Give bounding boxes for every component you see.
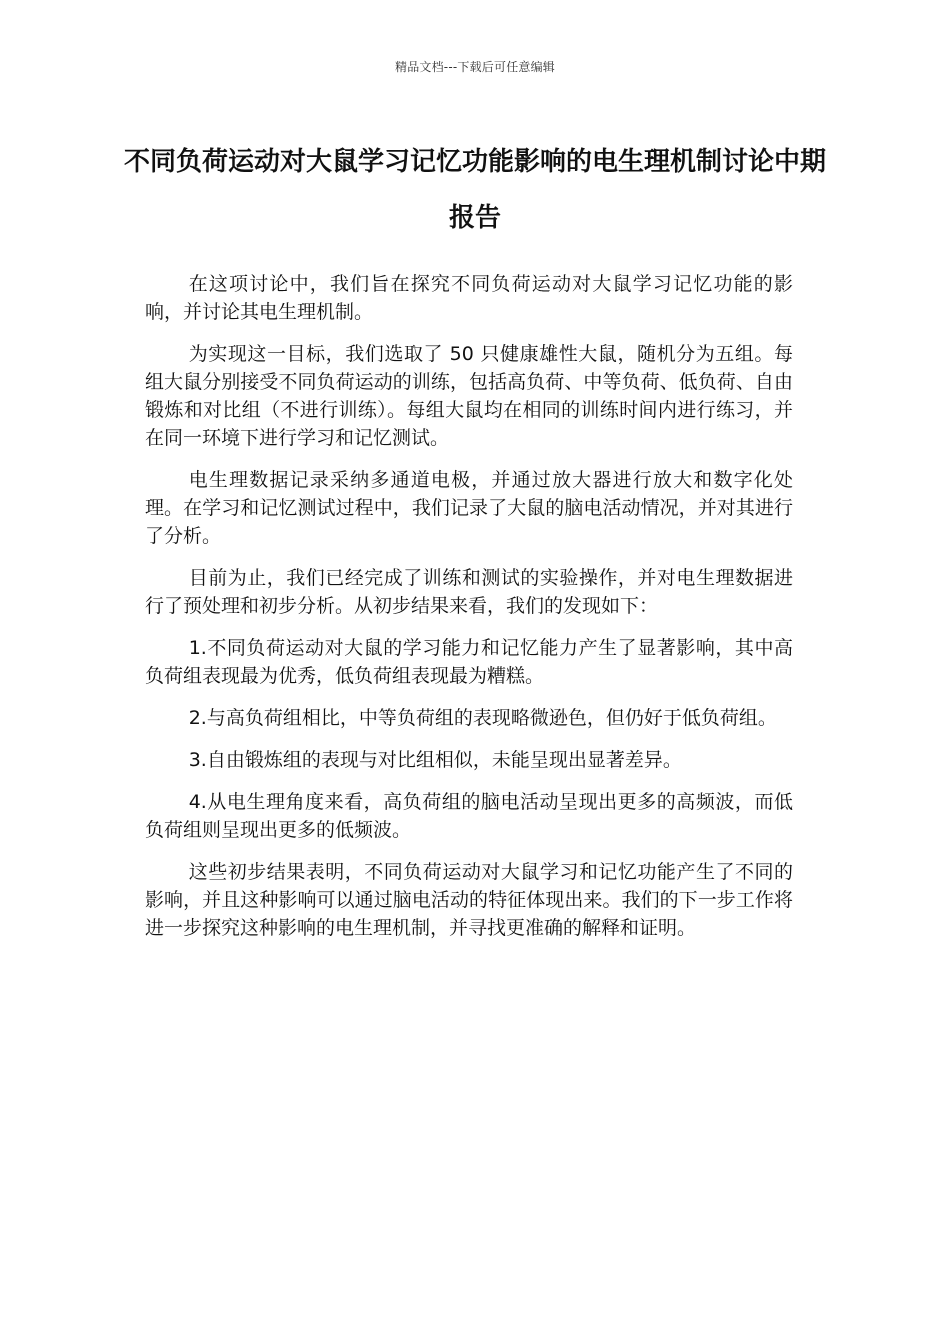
- paragraph-finding-2: 2.与高负荷组相比，中等负荷组的表现略微逊色，但仍好于低负荷组。: [188, 707, 777, 729]
- paragraph-finding-1: 1.不同负荷运动对大鼠的学习能力和记忆能力产生了显著影响，其中高负荷组表现最为优秀，低负荷组表现最为糟糕。: [145, 637, 793, 687]
- paragraph-intro: 在这项讨论中，我们旨在探究不同负荷运动对大鼠学习记忆功能的影响，并讨论其电生理机制。: [145, 273, 793, 323]
- paragraph-recording: 电生理数据记录采纳多通道电极，并通过放大器进行放大和数字化处理。在学习和记忆测试过程中，我们记录了大鼠的脑电活动情况，并对其进行了分析。: [145, 469, 793, 547]
- document-title: 不同负荷运动对大鼠学习记忆功能影响的电生理机制讨论中期报告: [123, 147, 826, 233]
- paragraph-finding-4: 4.从电生理角度来看，高负荷组的脑电活动呈现出更多的高频波，而低负荷组则呈现出更多的低频波。: [145, 791, 793, 841]
- paragraph-finding-3: 3.自由锻炼组的表现与对比组相似，未能呈现出显著差异。: [188, 749, 682, 771]
- header-note: 精品文档---下载后可任意编辑: [395, 60, 555, 74]
- document-body: [145, 270, 793, 956]
- paragraph-method: 为实现这一目标，我们选取了 50 只健康雄性大鼠，随机分为五组。每组大鼠分别接受不同负荷运动的训练，包括高负荷、中等负荷、低负荷、自由锻炼和对比组（不进行训练）。每组大鼠均在相同的训练时间内进行练习，并在同一环境下进行学习和记忆测试。: [145, 343, 793, 449]
- paragraph-progress: 目前为止，我们已经完成了训练和测试的实验操作，并对电生理数据进行了预处理和初步分析。从初步结果来看，我们的发现如下：: [145, 567, 793, 617]
- paragraph-conclusion: 这些初步结果表明，不同负荷运动对大鼠学习和记忆功能产生了不同的影响，并且这种影响可以通过脑电活动的特征体现出来。我们的下一步工作将进一步探究这种影响的电生理机制，并寻找更准确的解释和证明。: [145, 861, 793, 939]
